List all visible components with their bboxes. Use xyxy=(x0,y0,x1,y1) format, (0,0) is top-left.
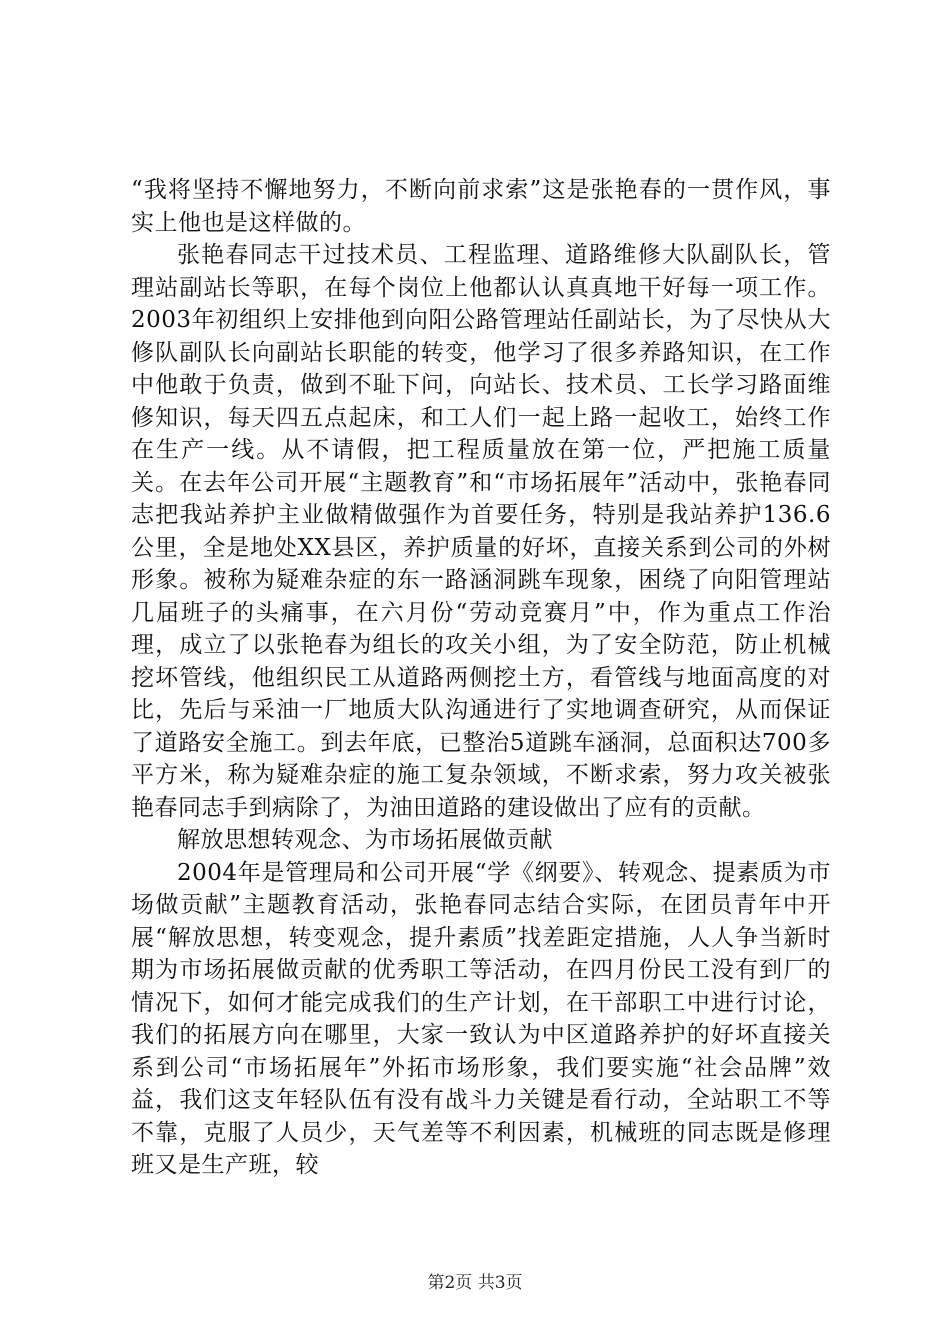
paragraph-1: “我将坚持不懈地努力，不断向前求索”这是张艳春的一贯作风，事实上他也是这样做的。 xyxy=(131,177,831,236)
body-text xyxy=(131,174,831,1182)
section-heading: 解放思想转观念、为市场拓展做贡献 xyxy=(177,827,553,853)
page-footer: 第2页 共3页 xyxy=(427,1273,523,1293)
paragraph-2: 张艳春同志干过技术员、工程监理、道路维修大队副队长，管理站副站长等职，在每个岗位上他都认认真真地干好每一项工作。2003年初组织上安排他到向阳公路管理站任副站长，为了尽快从大修队副队长向副站长职能的转变，他学习了很多养路知识，在工作中他敢于负责，做到不耻下问，向站长、技术员、工长学习路面维修知识，每天四五点起床，和工人们一起上路一起收工，始终工作在生产一线。从不请假，把工程质量放在第一位，严把施工质量关。在去年公司开展“主题教育”和“市场拓展年”活动中，张艳春同志把我站养护主业做精做强作为首要任务，特别是我站养护136.6公里，全是地处XX县区，养护质量的好坏，直接关系到公司的外树形象。被称为疑难杂症的东一路涵洞跳车现象，困绕了向阳管理站几届班子的头痛事，在六月份“劳动竞赛月”中，作为重点工作治理，成立了以张艳春为组长的攻关小组，为了安全防范，防止机械挖坏管线，他组织民工从道路两侧挖土方，看管线与地面高度的对比，先后与采油一厂地质大队沟通进行了实地调查研究，从而保证了道路安全施工。到去年底，已整治5道跳车涵洞，总面积达700多平方米，称为疑难杂症的施工复杂领域，不断求索，努力攻关被张艳春同志手到病除了，为油田道路的建设做出了应有的贡献。 xyxy=(131,242,831,821)
paragraph-3: 2004年是管理局和公司开展“学《纲要》、转观念、提素质为市场做贡献”主题教育活动，张艳春同志结合实际，在团员青年中开展“解放思想，转变观念，提升素质”找差距定措施，人人争当新时期为市场拓展做贡献的优秀职工等活动，在四月份民工没有到厂的情况下，如何才能完成我们的生产计划，在干部职工中进行讨论，我们的拓展方向在哪里，大家一致认为中区道路养护的好坏直接关系到公司“市场拓展年”外拓市场形象，我们要实施“社会品牌”效益，我们这支年轻队伍有没有战斗力关键是看行动，全站职工不等不靠，克服了人员少，天气差等不利因素，机械班的同志既是修理班又是生产班，较 xyxy=(131,859,831,1178)
